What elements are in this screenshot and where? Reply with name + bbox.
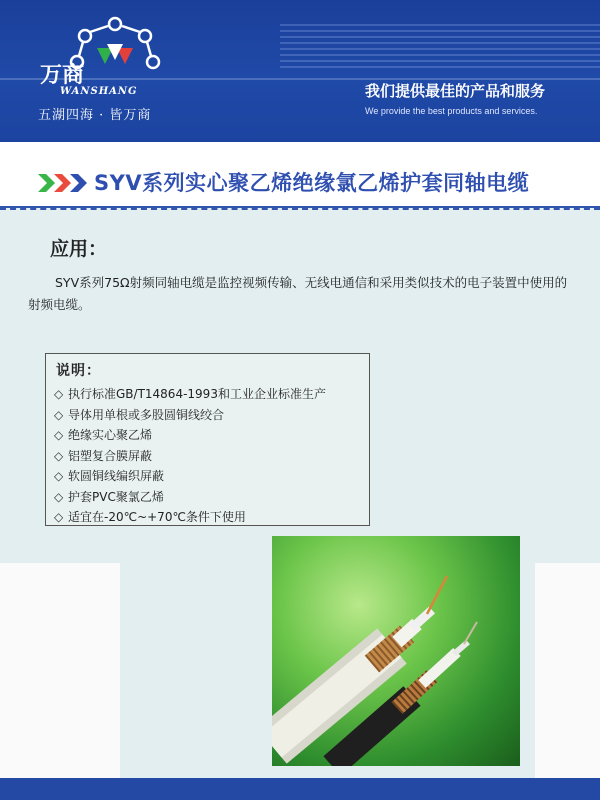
slogan-cn: 我们提供最佳的产品和服务 <box>365 82 546 100</box>
header-decoration <box>280 24 600 72</box>
list-item: ◇ 护套PVC聚氯乙烯 <box>54 487 326 508</box>
application-text <box>28 272 576 316</box>
application-heading: 应用： <box>50 238 108 260</box>
diamond-bullet-icon: ◇ <box>54 510 64 524</box>
blank-panel-left <box>0 563 120 793</box>
diamond-bullet-icon: ◇ <box>54 489 64 504</box>
company-motto: 五湖四海 · 皆万商 <box>38 108 152 123</box>
notes-heading: 说明： <box>56 363 101 379</box>
cable-illustration <box>272 536 520 766</box>
header-spacer <box>0 142 600 158</box>
cable-white <box>272 576 447 746</box>
blank-panel-right <box>535 563 600 793</box>
slogan-en: We provide the best products and services. <box>365 106 538 116</box>
page-footer <box>0 778 600 800</box>
page-title: SYV系列实心聚乙烯绝缘氯乙烯护套同轴电缆 <box>94 171 530 195</box>
list-item: ◇ 导体用单根或多股圆铜线绞合 <box>54 405 326 426</box>
list-item: ◇ 铝塑复合膜屏蔽 <box>54 446 326 467</box>
list-item: ◇ 执行标准GB/T14864-1993和工业企业标准生产 <box>54 384 326 405</box>
list-item: ◇ 软圆铜线编织屏蔽 <box>54 466 326 487</box>
coaxial-cable-photo <box>272 536 520 766</box>
list-item: ◇ 绝缘实心聚乙烯 <box>54 425 326 446</box>
application-paragraph: SYV系列75Ω射频同轴电缆是监控视频传输、无线电通信和采用类似技术的电子装置中使用的射频电缆。 <box>28 275 568 312</box>
notes-list <box>54 384 326 528</box>
diamond-bullet-icon: ◇ <box>54 387 64 401</box>
list-item: ◇ 适宜在-20℃~+70℃条件下使用 <box>54 507 326 528</box>
diamond-bullet-icon: ◇ <box>54 448 64 463</box>
notes-box <box>45 353 370 526</box>
diamond-bullet-icon: ◇ <box>54 428 64 442</box>
brand-name-en: WANSHANG <box>60 86 138 97</box>
diamond-bullet-icon: ◇ <box>54 407 64 422</box>
svg-text:万商: 万商 <box>40 62 85 88</box>
page-header <box>0 0 600 142</box>
title-bar <box>0 158 600 208</box>
diamond-bullet-icon: ◇ <box>54 469 64 483</box>
